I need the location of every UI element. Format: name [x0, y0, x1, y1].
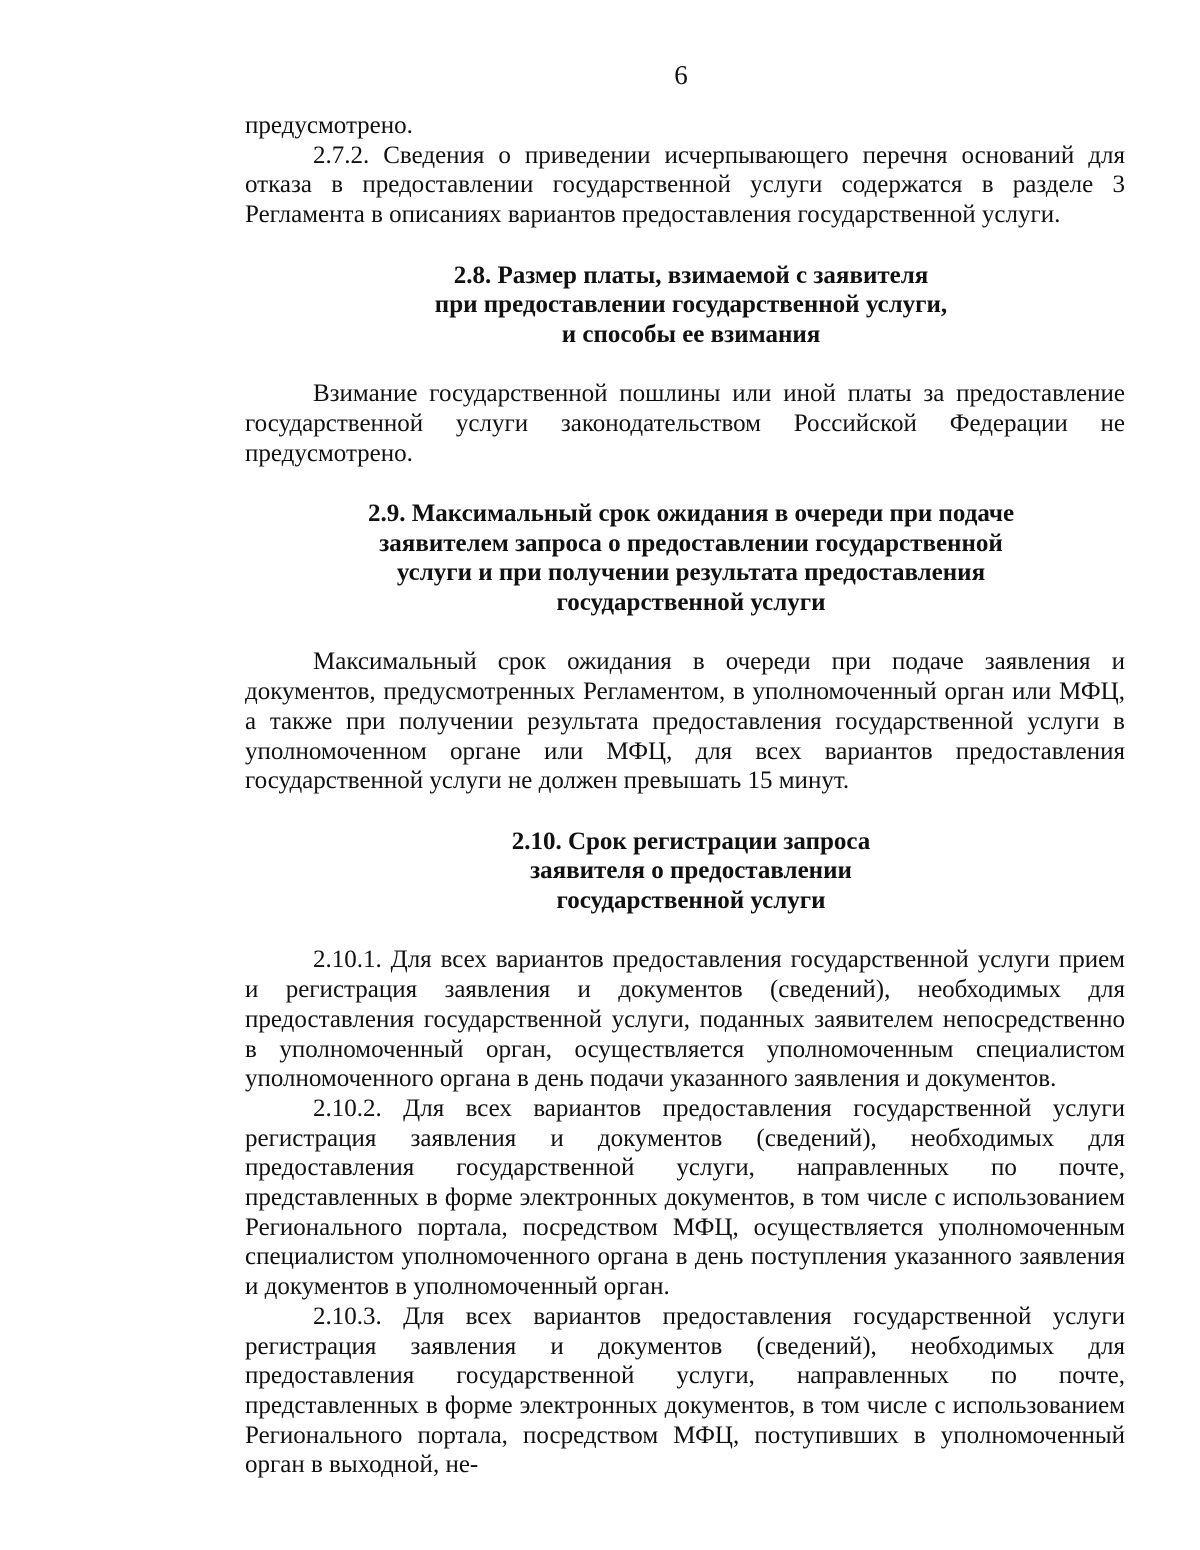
- spacer: [245, 915, 1125, 945]
- spacer: [245, 617, 1125, 647]
- heading-line: 2.8. Размер платы, взимаемой с заявителя: [453, 261, 929, 289]
- document-body: [245, 111, 1125, 1480]
- spacer: [245, 468, 1125, 499]
- spacer: [245, 230, 1125, 261]
- heading-line: услуги и при получении результата предоставления: [396, 559, 986, 587]
- heading-line: государственной услуги: [556, 886, 826, 914]
- paragraph-2-10-1: 2.10.1. Для всех вариантов предоставления государственной услуги прием и регистрация заявления и документов (сведений), необходимых для предоставления государственной услуги, поданных заявителем непосредственно в уполномоченный орган, осуществляется уполномоченным специалистом уполномоченного органа в день подачи указанного заявления и документов.: [245, 946, 1125, 1093]
- spacer: [245, 796, 1125, 827]
- paragraph-2-8: Взимание государственной пошлины или иной платы за предоставление государственной услуги законодательством Российской Федерации не предусмотрено.: [245, 380, 1125, 467]
- heading-line: и способы ее взимания: [561, 320, 821, 348]
- section-heading-2-10: [245, 827, 1125, 916]
- paragraph-2-10-2: 2.10.2. Для всех вариантов предоставления государственной услуги регистрация заявления и документов (сведений), необходимых для предоставления государственной услуги, направленных по почте, представленных в форме электронных документов, в том числе с использованием Регионального портала, посредством МФЦ, осуществляется уполномоченным специалистом уполномоченного органа в день поступления указанного заявления и документов в уполномоченный орган.: [245, 1094, 1125, 1301]
- heading-line: 2.9. Максимальный срок ожидания в очереди при подаче: [367, 500, 1015, 528]
- paragraph-2-9: Максимальный срок ожидания в очереди при подаче заявления и документов, предусмотренных Регламентом, в уполномоченный орган или МФЦ, а также при получении результата предоставления государственной услуги в уполномоченном органе или МФЦ, для всех вариантов предоставления государственной услуги не должен превышать 15 минут.: [245, 648, 1125, 795]
- paragraph-2-10-3: 2.10.3. Для всех вариантов предоставления государственной услуги регистрация заявления и документов (сведений), необходимых для предоставления государственной услуги, направленных по почте, представленных в форме электронных документов, в том числе с использованием Регионального портала, посредством МФЦ, поступивших в уполномоченный орган в выходной, не-: [245, 1302, 1125, 1479]
- heading-line: при предоставлении государственной услуги,: [434, 291, 948, 319]
- continued-fragment: предусмотрено.: [245, 112, 413, 139]
- heading-line: заявителя о предоставлении: [530, 857, 852, 885]
- heading-line: государственной услуги: [556, 588, 826, 616]
- section-heading-2-9: [245, 499, 1125, 617]
- spacer: [245, 349, 1125, 379]
- heading-line: заявителем запроса о предоставлении государственной: [379, 529, 1003, 557]
- paragraph-2-7-2: 2.7.2. Сведения о приведении исчерпывающего перечня оснований для отказа в предоставлении государственной услуги содержатся в разделе 3 Регламента в описаниях вариантов предоставления государственной услуги.: [245, 141, 1125, 229]
- page-number: 6: [674, 60, 688, 90]
- heading-line: 2.10. Срок регистрации запроса: [511, 827, 871, 855]
- section-heading-2-8: [245, 261, 1125, 350]
